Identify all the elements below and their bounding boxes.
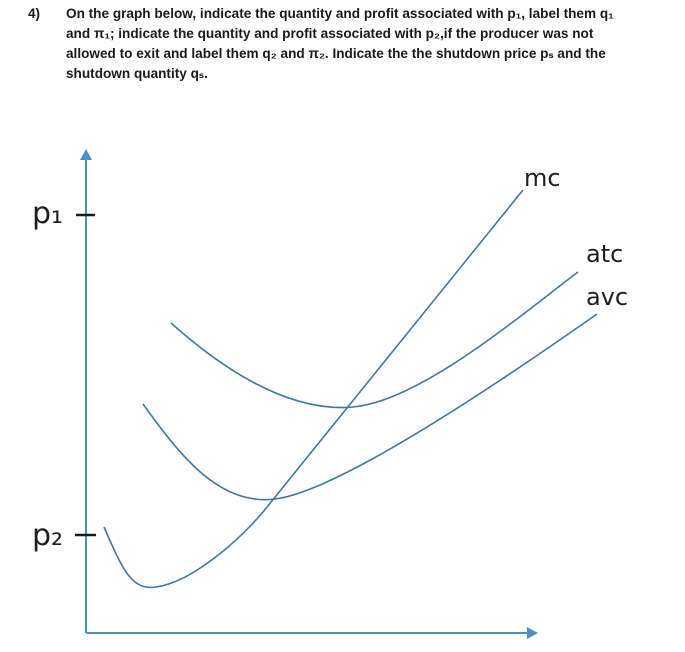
question-number: 4) bbox=[28, 6, 41, 21]
p1-label: p₁ bbox=[32, 196, 64, 231]
question-line: allowed to exit and label them q₂ and π₂. Indicate the the shutdown price pₛ and the bbox=[66, 46, 606, 61]
mc-curve bbox=[104, 190, 523, 587]
question-line: shutdown quantity qₛ. bbox=[66, 66, 208, 81]
question-line: and π₁; indicate the quantity and profit associated with p₂,if the producer was not bbox=[66, 26, 594, 41]
p2-label: p₂ bbox=[32, 518, 64, 553]
mc-label: mc bbox=[524, 164, 561, 192]
question-line: On the graph below, indicate the quantity and profit associated with p₁, label them q₁ bbox=[66, 6, 614, 21]
atc-curve bbox=[171, 272, 578, 408]
avc-curve bbox=[143, 314, 597, 500]
x-axis-arrowhead bbox=[527, 627, 538, 639]
atc-label: atc bbox=[586, 240, 624, 268]
y-axis-arrowhead bbox=[80, 149, 92, 160]
avc-label: avc bbox=[586, 283, 629, 311]
